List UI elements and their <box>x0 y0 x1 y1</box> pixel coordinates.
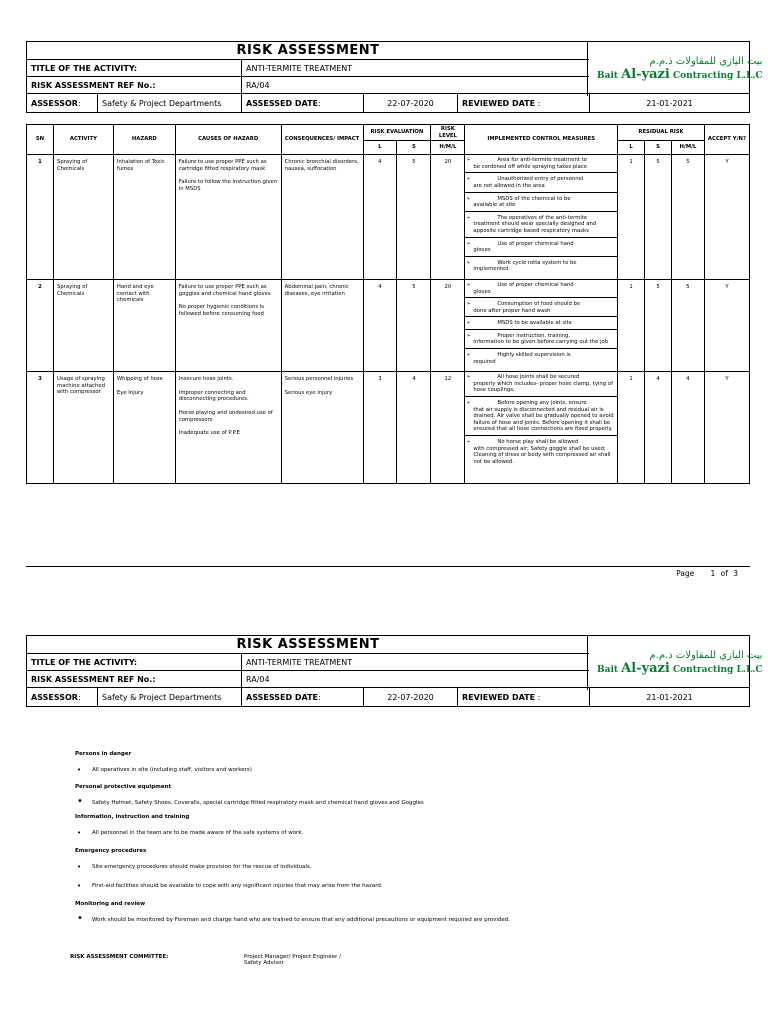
cell-hazard <box>113 372 175 484</box>
control-measure <box>465 196 617 212</box>
col-residual-hml: H/M/L <box>671 141 704 155</box>
cell-l: 4 <box>363 279 397 371</box>
consequences-text: Chronic bronchial disorders, nausea, suffocation <box>284 159 359 172</box>
control-lead: ➢ The operatives of the anti-termite <box>497 214 588 221</box>
ref-value: RA/04 <box>241 77 589 93</box>
causes-text: Failure to use proper PPE such as cartridge fitted respiratory mask <box>178 159 267 172</box>
control-measure <box>465 439 617 467</box>
cell-residual-hml: 5 <box>671 279 704 371</box>
activity-label: TITLE OF THE ACTIVITY: <box>31 63 138 73</box>
col-hazard: HAZARD <box>113 125 175 155</box>
cell-activity: Spraying of Chemicals <box>53 279 113 371</box>
activity-label-2: TITLE OF THE ACTIVITY: <box>31 657 138 667</box>
control-rest: that air supply is disconnected and residual air is drained. Air valve shall be gradually opened to avoid failure of hose and joints. Before opening it shall be ensured that all hose connections are fixed properly. <box>473 406 614 433</box>
reviewed-value: 21-01-2021 <box>589 94 749 112</box>
control-rest: information to be given before carrying out the job <box>473 339 609 346</box>
consequences-text: Serious eye injury <box>284 389 333 396</box>
control-measure <box>465 374 617 397</box>
cell-accept: Y <box>704 155 749 280</box>
company-logo-2 <box>587 636 763 690</box>
col-accept: ACCEPT Y/N? <box>704 125 749 155</box>
col-causes: CAUSES OF HAZARD <box>175 125 281 155</box>
col-risk-level: RISK LEVEL <box>431 125 465 141</box>
reviewed-value-2: 21-01-2021 <box>589 688 749 706</box>
control-rest: be cordoned off while spraying takes place <box>473 163 588 170</box>
cell-hazard <box>113 155 175 280</box>
cell-hazard <box>113 279 175 371</box>
control-measure <box>465 352 617 367</box>
page-separator <box>26 566 750 567</box>
cell-consequences <box>281 372 363 484</box>
consequences-text: Abdominal pain, chronic diseases, eye irritation <box>284 283 349 297</box>
logo-en-post-2: Contracting L.L.C <box>673 664 763 675</box>
cell-consequences <box>281 155 363 280</box>
logo-arabic-text-2: بيت اليازي للمقاولات ذ.م.م <box>649 649 763 661</box>
persons-heading: Persons in danger <box>75 751 132 757</box>
control-rest: gloves <box>473 288 491 295</box>
logo-en-main: Al-yazi <box>621 66 670 82</box>
assessor-label-2: ASSESSOR <box>31 692 78 702</box>
assessed-label-cell-2: ASSESSED DATE : <box>241 688 363 706</box>
page2-sections <box>75 751 735 934</box>
control-rest: gloves <box>473 247 491 254</box>
cell-controls <box>465 279 618 371</box>
page-title: RISK ASSESSMENT <box>236 43 380 58</box>
committee-row <box>70 954 354 966</box>
company-logo <box>587 42 763 96</box>
col-residual-risk: RESIDUAL RISK <box>618 125 705 141</box>
col-l: L <box>363 141 397 155</box>
control-lead: ➢ Area for anti-termite treatment to <box>497 157 587 164</box>
cell-residual-l: 1 <box>618 372 645 484</box>
committee-value: Project Manager/ Project Engineer / Safety Advisor <box>244 954 341 966</box>
assessed-label: ASSESSED DATE <box>246 98 319 108</box>
cell-l: 4 <box>363 155 397 280</box>
control-lead: ➢ Before opening any joints, ensure <box>497 400 587 407</box>
col-sn: SN <box>27 125 54 155</box>
cell-s: 5 <box>397 279 431 371</box>
assessed-label-cell: ASSESSED DATE : <box>241 94 363 112</box>
assessor-value: Safety & Project Departments <box>97 94 241 112</box>
control-lead: ➢ MSDS of the chemical to be <box>497 195 571 202</box>
cell-residual-s: 5 <box>645 155 672 280</box>
control-lead: ➢ Work cycle rotta system to be <box>497 259 577 266</box>
control-measure <box>465 241 617 257</box>
assessed-value-2: 22-07-2020 <box>363 688 457 706</box>
risk-table <box>26 124 750 484</box>
control-measure <box>465 301 617 317</box>
emergency-item-2: • First-aid facilities should be available to cope with any significant injuries that may arise from the hazard. <box>75 883 735 889</box>
committee-label: RISK ASSESSMENT COMMITTEE <box>70 954 167 960</box>
control-lead: ➢ Proper instruction, training, <box>497 332 571 339</box>
assessed-value: 22-07-2020 <box>363 94 457 112</box>
emergency-heading: Emergency procedures <box>75 848 147 854</box>
table-row <box>27 372 750 484</box>
header-block-2 <box>26 635 763 707</box>
cell-activity: Usage of spraying machine attached with compressor <box>53 372 113 484</box>
col-risk-evaluation: RISK EVALUATION <box>363 125 431 141</box>
cell-sn: 2 <box>27 279 54 371</box>
hazard-text: Eye Injury <box>116 389 144 396</box>
control-lead: ➢ Use of proper chemical hand <box>497 281 574 288</box>
control-measure <box>465 320 617 330</box>
control-rest: implemented <box>473 266 509 273</box>
info-heading: Information, instruction and training <box>75 814 190 820</box>
control-measure <box>465 157 617 173</box>
control-rest: done after proper hand wash <box>473 307 551 314</box>
cell-residual-s: 4 <box>645 372 672 484</box>
cell-residual-hml: 4 <box>671 372 704 484</box>
cell-residual-hml: 5 <box>671 155 704 280</box>
hazard-text: Hand and eye contact with chemicals <box>116 283 154 304</box>
cell-l: 3 <box>363 372 397 484</box>
assessor-value-2: Safety & Project Departments <box>97 688 241 706</box>
reviewed-label: REVIEWED DATE <box>462 98 536 108</box>
logo-en-main-2: Al-yazi <box>621 660 670 676</box>
assessor-label-cell-2: ASSESSOR : <box>31 692 81 702</box>
causes-text: Failure to use proper PPE such as goggles and chemical hand gloves <box>178 283 271 297</box>
control-measure <box>465 176 617 192</box>
control-rest: required <box>473 358 496 365</box>
col-residual-s: S <box>645 141 672 155</box>
monitoring-heading: Monitoring and review <box>75 901 146 907</box>
cell-level: 20 <box>431 155 465 280</box>
page-value: 1 of 3 <box>710 569 738 578</box>
header-block-1 <box>26 41 763 113</box>
col-s: S <box>397 141 431 155</box>
col-consequences: CONSEQUENCES/ IMPACT <box>281 125 363 155</box>
hazard-text: Whipping of hose <box>116 376 163 383</box>
activity-value-2: ANTI-TERMITE TREATMENT <box>241 654 589 670</box>
control-lead: ➢ All hose joints shall be secured <box>497 374 580 381</box>
cell-consequences <box>281 279 363 371</box>
control-rest: properly which includes- proper hose clamp, tying of hose couplings; <box>473 380 613 394</box>
logo-en-pre-2: Bait <box>597 664 619 675</box>
reviewed-label-cell-2: REVIEWED DATE : <box>457 688 589 706</box>
cell-controls <box>465 372 618 484</box>
ref-label: RISK ASSESSMENT REF No.: <box>31 80 156 90</box>
assessed-label-2: ASSESSED DATE <box>246 692 319 702</box>
control-measure <box>465 400 617 436</box>
control-measure <box>465 260 617 275</box>
col-activity: ACTIVITY <box>53 125 113 155</box>
ref-label-2: RISK ASSESSMENT REF No.: <box>31 674 156 684</box>
control-lead: ➢ No horse play shall be allowed <box>497 439 579 445</box>
assessor-label: ASSESSOR <box>31 98 78 108</box>
causes-text: Failure to follow the instruction given in MSDS <box>178 179 278 192</box>
reviewed-label-cell: REVIEWED DATE : <box>457 94 589 112</box>
logo-english-text-2 <box>597 662 763 677</box>
hazard-text: Inhalation of Toxic fumes <box>116 159 165 172</box>
control-lead: ➢ Unauthorized entry of personnel <box>497 176 584 183</box>
control-measure <box>465 215 617 238</box>
causes-text: No proper hygienic conditions is followed before consuming food <box>178 304 264 317</box>
cell-accept: Y <box>704 279 749 371</box>
cell-activity: Spraying of Chemicals <box>53 155 113 280</box>
logo-english-text <box>597 68 763 83</box>
causes-text: Horse playing and undesired use of compressors <box>178 410 273 423</box>
cell-residual-s: 5 <box>645 279 672 371</box>
causes-text: Improper connecting and disconnecting procedures. <box>178 389 249 403</box>
control-rest: treatment should wear specially designed and apposite cartridge based respiratory masks <box>473 221 597 234</box>
control-rest: are not allowed in the area <box>473 182 545 189</box>
ppe-item: • Safety Helmet, Safety Shoes, Coveralls, special cartridge fitted respiratory mask and chemical hand gloves and Goggles <box>75 800 735 806</box>
ppe-heading: Personal protective equipment <box>75 784 172 790</box>
control-lead: ➢ Use of proper chemical hand <box>497 240 574 247</box>
emergency-item-1: • Site emergency procedures should make provision for the rescue of individuals. <box>75 864 735 870</box>
assessor-label-cell: ASSESSOR : <box>31 98 81 108</box>
col-hml: H/M/L <box>431 141 465 155</box>
page-number <box>676 569 738 578</box>
causes-text: Inadequate use of P.P.E <box>178 430 240 437</box>
cell-level: 12 <box>431 372 465 484</box>
cell-s: 5 <box>397 155 431 280</box>
persons-item: • All operatives in site (including staff, visitors and workers) <box>75 767 735 773</box>
control-rest: with compressed air; Safety goggle shall be used; Cleaning of dress or body with compressed air shall not be allowed. <box>473 445 611 465</box>
control-lead: ➢ Highly skilled supervision is <box>497 352 571 359</box>
cell-controls <box>465 155 618 280</box>
control-measure <box>465 333 617 349</box>
causes-text: Insecure hose joints. <box>178 376 234 383</box>
logo-arabic-text: بيت اليازي للمقاولات ذ.م.م <box>649 55 763 67</box>
cell-sn: 3 <box>27 372 54 484</box>
cell-sn: 1 <box>27 155 54 280</box>
monitoring-item: • Work should be monitored by Foreman and charge hand who are trained to ensure that any additional precautions or equipment required are provided. <box>75 917 515 923</box>
page-label: Page <box>676 569 695 578</box>
info-item: • All personnel in the team are to be made aware of the safe systems of work. <box>75 830 735 836</box>
table-row <box>27 155 750 280</box>
logo-en-pre: Bait <box>597 70 619 81</box>
col-controls: IMPLEMENTED CONTROL MEASURES <box>465 125 618 155</box>
page-title-2: RISK ASSESSMENT <box>236 637 380 652</box>
reviewed-label-2: REVIEWED DATE <box>462 692 536 702</box>
col-residual-l: L <box>618 141 645 155</box>
logo-en-post: Contracting L.L.C <box>673 70 763 81</box>
cell-causes <box>175 155 281 280</box>
control-lead: ➢ MSDS to be available at site <box>497 320 572 327</box>
activity-value: ANTI-TERMITE TREATMENT <box>241 60 589 76</box>
cell-s: 4 <box>397 372 431 484</box>
cell-causes <box>175 279 281 371</box>
consequences-text: Serious personnel injuries <box>284 376 354 383</box>
control-lead: ➢ Consumption of food should be <box>497 301 581 308</box>
table-row <box>27 279 750 371</box>
cell-residual-l: 1 <box>618 155 645 280</box>
cell-residual-l: 1 <box>618 279 645 371</box>
cell-causes <box>175 372 281 484</box>
ref-value-2: RA/04 <box>241 671 589 687</box>
control-measure <box>465 282 617 298</box>
cell-level: 20 <box>431 279 465 371</box>
committee-label-cell: RISK ASSESSMENT COMMITTEE: <box>70 954 169 960</box>
cell-accept: Y <box>704 372 749 484</box>
control-rest: available at site <box>473 202 516 209</box>
